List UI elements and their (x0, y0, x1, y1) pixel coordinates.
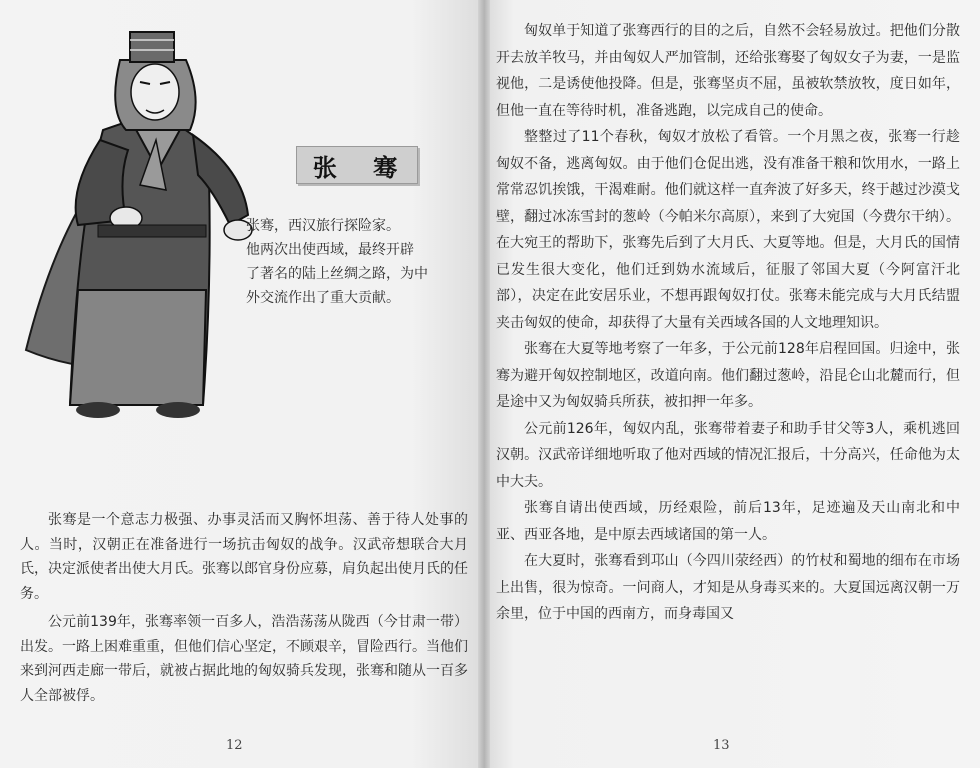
zhang-qian-illustration (8, 20, 268, 430)
bio-line: 外交流作出了重大贡献。 (246, 290, 400, 306)
right-body-text (496, 18, 960, 628)
page-number-left: 12 (226, 738, 243, 753)
left-page (0, 0, 484, 768)
chapter-title: 张 骞 (296, 146, 418, 184)
bio-line: 他两次出使西域，最终开辟 (246, 242, 414, 258)
paragraph: 公元前139年，张骞率领一百多人，浩浩荡荡从陇西（今甘肃一带）出发。一路上困难重重，但他们信心坚定，不顾艰辛，冒险西行。当他们来到河西走廊一带后，就被占据此地的匈奴骑兵发现，张骞和随从一百多人全部被俘。 (20, 614, 468, 704)
bio-line: 张骞，西汉旅行探险家。 (246, 218, 400, 234)
paragraph: 在大夏时，张骞看到邛山（今四川荥经西）的竹杖和蜀地的细布在市场上出售，很为惊奇。一问商人，才知是从身毒买来的。大夏国远离汉朝一万余里，位于中国的西南方，而身毒国又 (496, 553, 960, 622)
page-number-right: 13 (713, 738, 730, 753)
paragraph: 张骞是一个意志力极强、办事灵活而又胸怀坦荡、善于待人处事的人。当时，汉朝正在准备进行一场抗击匈奴的战争。汉武帝想联合大月氏，决定派使者出使大月氏。张骞以郎官身份应募，肩负起出使月氏的任务。 (20, 512, 468, 602)
paragraph: 张骞在大夏等地考察了一年多，于公元前128年启程回国。归途中，张骞为避开匈奴控制地区，改道向南。他们翻过葱岭，沿昆仑山北麓而行，但是途中又为匈奴骑兵所获，被扣押一年多。 (496, 341, 960, 410)
bio-line: 了著名的陆上丝绸之路，为中 (246, 266, 428, 282)
paragraph: 匈奴单于知道了张骞西行的目的之后，自然不会轻易放过。把他们分散开去放羊牧马，并由匈奴人严加管制，还给张骞娶了匈奴女子为妻，一是监视他，二是诱使他投降。但是，张骞坚贞不屈，虽被软禁放牧，度日如年，但他一直在等待时机，准备逃跑，以完成自己的使命。 (496, 23, 960, 119)
bio-caption (246, 214, 476, 310)
paragraph: 公元前126年，匈奴内乱，张骞带着妻子和助手甘父等3人，乘机逃回汉朝。汉武帝详细地听取了他对西域的情况汇报后，十分高兴，任命他为太中大夫。 (496, 420, 960, 490)
paragraph: 张骞自请出使西域，历经艰险，前后13年，足迹遍及天山南北和中亚、西亚各地，是中原去西域诸国的第一人。 (496, 500, 960, 543)
left-body-text (20, 508, 468, 712)
paragraph: 整整过了11个春秋，匈奴才放松了看管。一个月黑之夜，张骞一行趁匈奴不备，逃离匈奴。由于他们仓促出逃，没有准备干粮和饮用水，一路上常常忍饥挨饿，干渴难耐。他们就这样一直奔波了好多天，终于越过沙漠戈壁，翻过冰冻雪封的葱岭（今帕米尔高原），来到了大宛国（今费尔干纳）。在大宛王的帮助下，张骞先后到了大月氏、大夏等地。但是，大月氏的国情已发生很大变化，他们迁到妫水流域后，征服了邻国大夏（今阿富汗北部），决定在此安居乐业，不想再跟匈奴打仗。张骞未能完成与大月氏结盟夹击匈奴的使命，却获得了大量有关西域各国的人文地理知识。 (496, 129, 960, 331)
book-spine (478, 0, 490, 768)
